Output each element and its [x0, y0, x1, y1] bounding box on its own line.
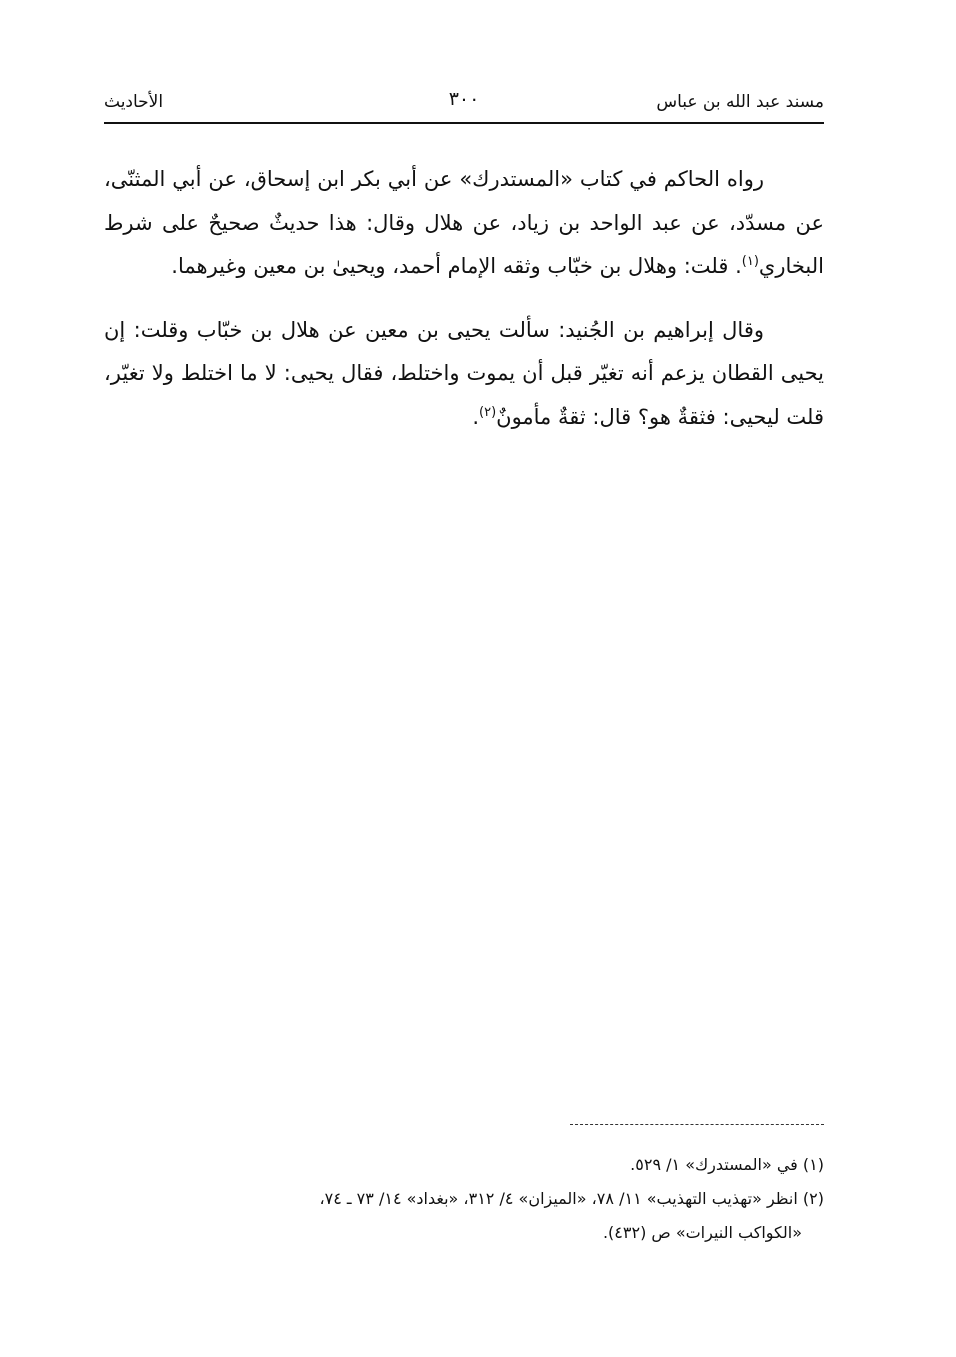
- footnote-continuation: «الكواكب النيرات» ص (٤٣٢).: [602, 1223, 802, 1242]
- paragraph: [104, 158, 824, 289]
- paragraph-text: رواه الحاكم في كتاب «المستدرك» عن أبي بكر ابن إسحاق، عن أبي المثنّى، عن مسدّد، عن عبد الواحد بن زياد، عن هلال وقال: هذا حديثٌ صحيحٌ على شرط البخاري: [104, 167, 824, 278]
- paragraph: [104, 309, 824, 440]
- paragraph-text: . قلت: وهلال بن خبّاب وثقه الإمام أحمد، ويحيىٰ بن معين وغيرهما.: [171, 254, 742, 278]
- footnote: (٢) انظر «تهذيب التهذيب» ١١/ ٧٨، «الميزان» ٤/ ٣١٢، «بغداد» ١٤/ ٧٣ ـ ٧٤،: [319, 1189, 824, 1208]
- main-text: [104, 158, 824, 439]
- paragraph-text: .: [472, 404, 479, 429]
- page-number: ٣٠٠: [448, 88, 480, 110]
- paragraph-text: وقال إبراهيم بن الجُنيد: سألت يحيى بن معين عن هلال بن خبّاب وقلت: إن يحيى القطان يزعم أنه تغيّر قبل أن يموت واختلط، فقال يحيى: لا ما اختلط ولا تغيّر، قلت ليحيى: فثقةٌ هو؟ قال: ثقةٌ مأمونٌ: [104, 317, 824, 429]
- footnote: (١) في «المستدرك» ١/ ٥٢٩.: [630, 1155, 824, 1174]
- footnote-reference[interactable]: (١): [741, 254, 759, 269]
- header-rule: [104, 122, 824, 124]
- footnotes: [104, 1148, 824, 1250]
- book-title: مسند عبد الله بن عباس: [656, 92, 824, 112]
- section-title: الأحاديث: [104, 92, 164, 112]
- footnote-separator: [570, 1124, 824, 1125]
- footnote-reference[interactable]: (٢): [479, 404, 497, 420]
- running-header: [104, 84, 824, 122]
